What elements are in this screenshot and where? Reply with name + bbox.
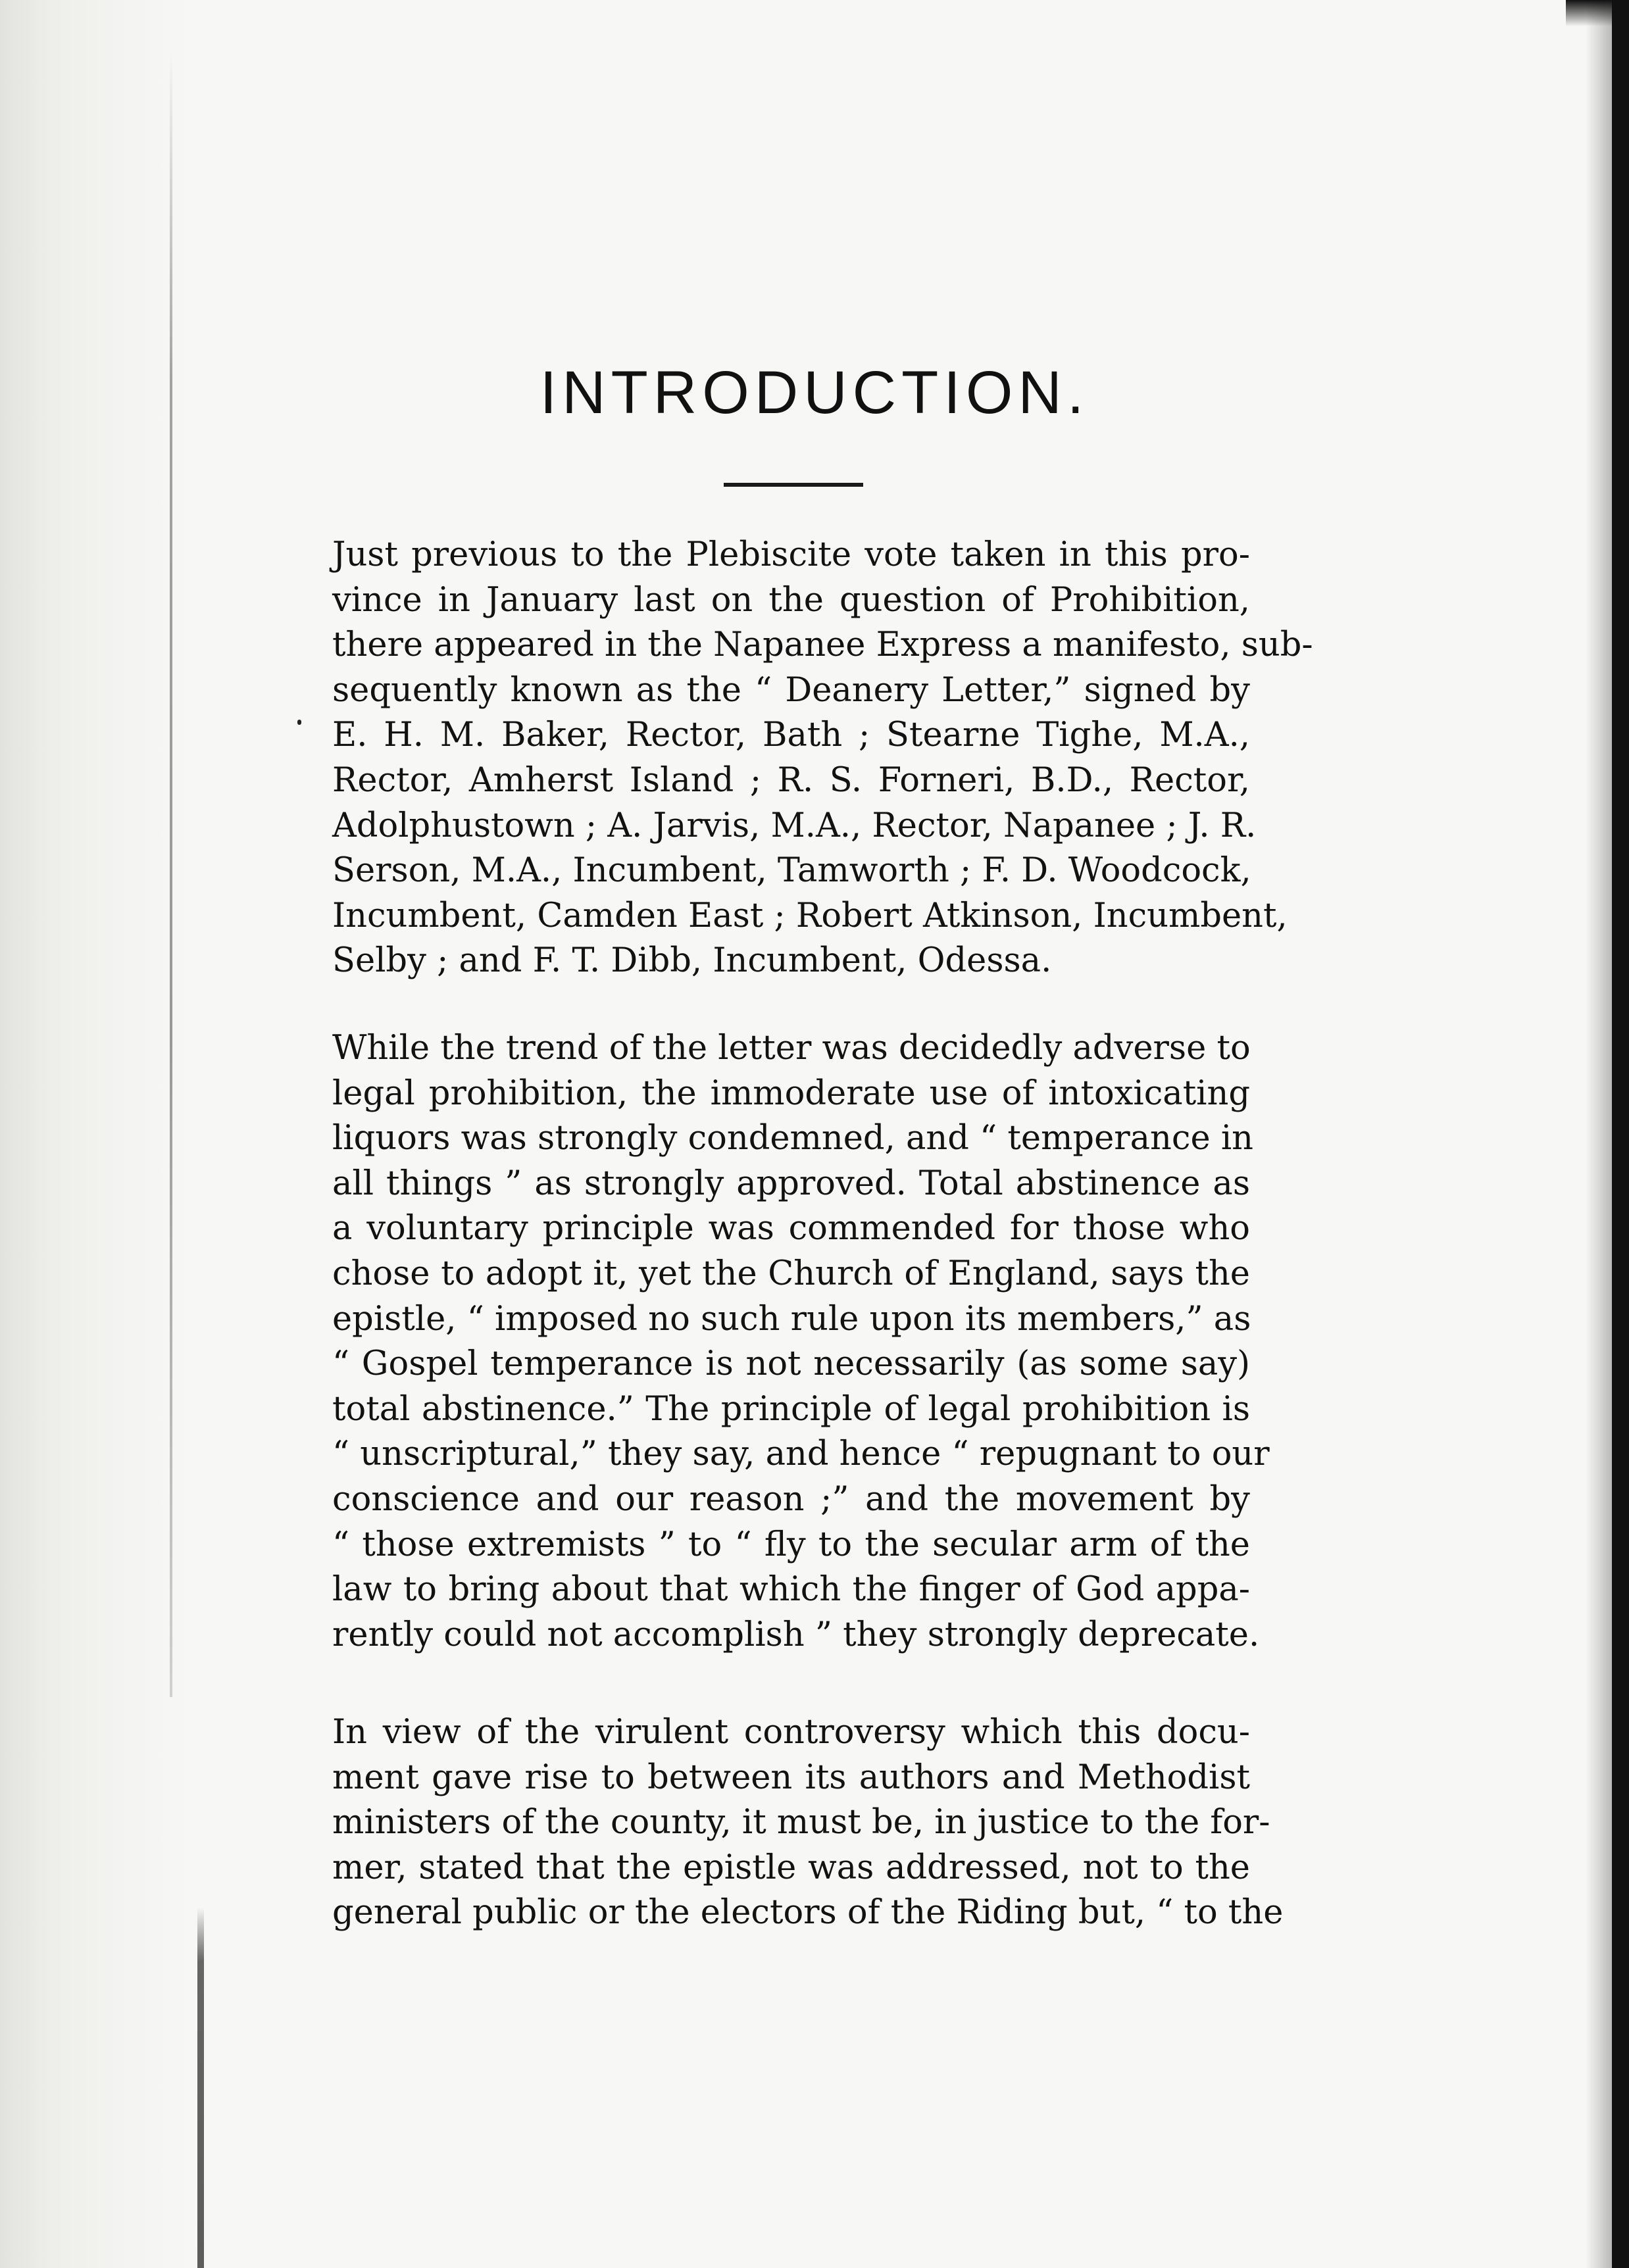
text-line: Serson, M.A., Incumbent, Tamworth ; F. D. Woodcock, xyxy=(332,851,1251,891)
text-line: legal prohibition, the immoderate use of intoxicating xyxy=(332,1073,1250,1113)
text-line: “ unscriptural,” they say, and hence “ repugnant to our xyxy=(332,1435,1270,1474)
text-line: In view of the virulent controversy which this docu- xyxy=(332,1713,1250,1752)
binding-crease xyxy=(170,53,172,1697)
text-line: ment gave rise to between its authors and Methodist xyxy=(332,1758,1250,1797)
text-line: rently could not accomplish ” they strongly deprecate. xyxy=(332,1615,1260,1654)
binding-crease-lower xyxy=(197,1908,204,2268)
text-line: “ Gospel temperance is not necessarily (as some say) xyxy=(332,1344,1250,1384)
text-line: chose to adopt it, yet the Church of England, says the xyxy=(332,1254,1250,1293)
paragraph-2 xyxy=(332,1026,1270,1658)
text-line: ministers of the county, it must be, in justice to the for- xyxy=(332,1803,1270,1842)
binding-shadow xyxy=(0,0,197,2268)
text-line: Adolphustown ; A. Jarvis, M.A., Rector, Napanee ; J. R. xyxy=(332,806,1257,845)
text-line: E. H. M. Baker, Rector, Bath ; Stearne Tighe, M.A., xyxy=(332,716,1250,755)
text-line: general public or the electors of the Riding but, “ to the xyxy=(332,1893,1284,1933)
text-line: liquors was strongly condemned, and “ temperance in xyxy=(332,1119,1254,1158)
text-line: While the trend of the letter was decidedly adverse to xyxy=(332,1029,1251,1068)
text-line: a voluntary principle was commended for those who xyxy=(332,1209,1250,1248)
text-line: all things ” as strongly approved. Total abstinence as xyxy=(332,1164,1250,1203)
paragraph-1 xyxy=(332,533,1313,984)
page-title: INTRODUCTION. xyxy=(539,359,1090,426)
page-edge xyxy=(1612,0,1629,2268)
paragraph-3 xyxy=(332,1710,1284,1936)
text-line: law to bring about that which the finger of God appa- xyxy=(332,1570,1250,1610)
text-line: Rector, Amherst Island ; R. S. Forneri, B.D., Rector, xyxy=(332,760,1250,800)
text-line: Incumbent, Camden East ; Robert Atkinson, Incumbent, xyxy=(332,896,1288,935)
text-line: total abstinence.” The principle of legal prohibition is xyxy=(332,1389,1250,1429)
title-rule xyxy=(724,483,863,487)
text-line: there appeared in the Napanee Express a manifesto, sub- xyxy=(332,626,1313,665)
page-edge-shadow xyxy=(1586,0,1612,2268)
text-line: vince in January last on the question of Prohibition, xyxy=(332,580,1250,620)
margin-mark xyxy=(297,720,301,725)
text-line: epistle, “ imposed no such rule upon its members,” as xyxy=(332,1299,1251,1339)
text-line: “ those extremists ” to “ fly to the secular arm of the xyxy=(332,1525,1250,1564)
text-line: sequently known as the “ Deanery Letter,” signed by xyxy=(332,670,1250,710)
page-corner-shadow xyxy=(1566,0,1629,26)
text-line: mer, stated that the epistle was addressed, not to the xyxy=(332,1848,1250,1887)
text-line: Just previous to the Plebiscite vote taken in this pro- xyxy=(332,535,1250,574)
text-line: Selby ; and F. T. Dibb, Incumbent, Odessa. xyxy=(332,941,1052,981)
text-line: conscience and our reason ;” and the movement by xyxy=(332,1479,1250,1519)
